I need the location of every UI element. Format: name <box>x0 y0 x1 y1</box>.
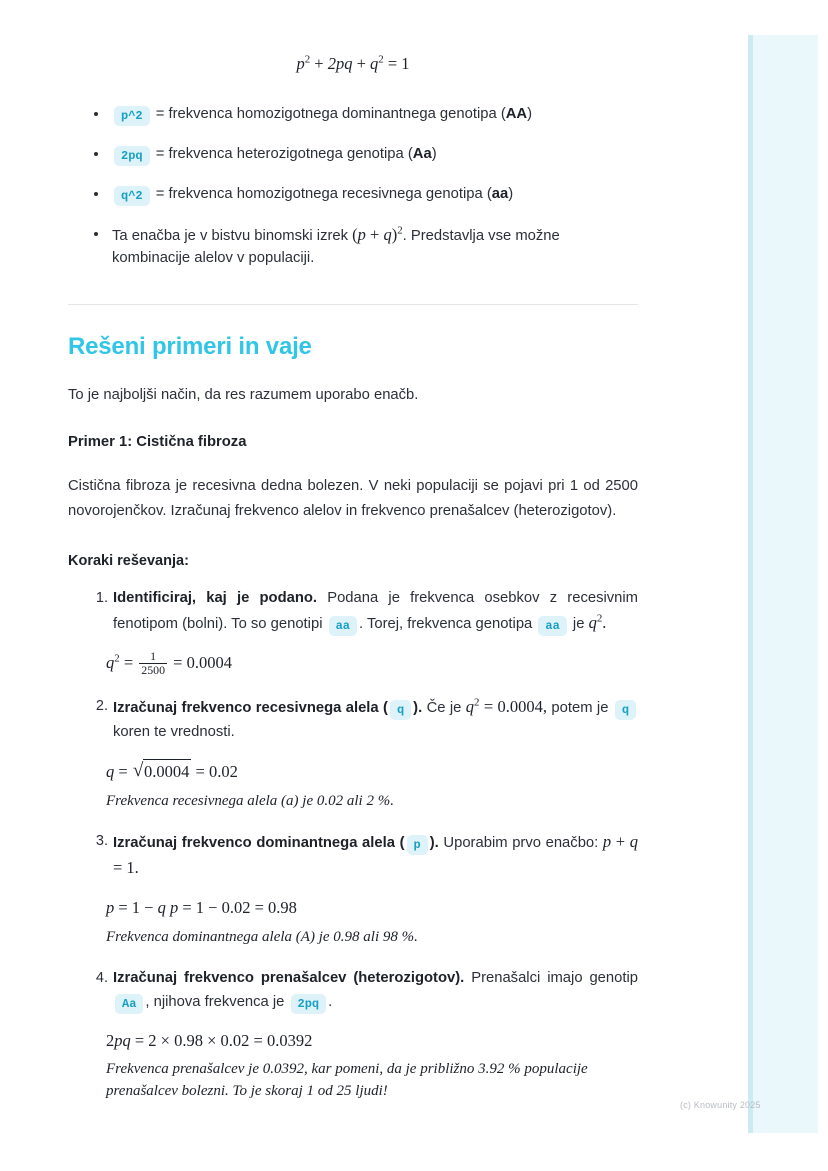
step-2-result: 0.02 <box>208 761 238 781</box>
eq-term-q: q <box>370 54 379 73</box>
list-item-binomial <box>90 223 638 271</box>
step-2-formula-wrap <box>88 759 638 813</box>
step-2-inline-math: $q^2 = 0.0004$, <box>465 696 548 716</box>
paren-close: ) <box>527 105 533 122</box>
code-chip-q-2: q <box>615 700 636 720</box>
solution-steps-list <box>68 587 638 1103</box>
step-3-text-1: Uporabim prvo enačbo: <box>438 835 603 852</box>
example-heading: Primer 1: Cistična fibroza <box>68 433 247 450</box>
steps-heading: Koraki reševanja: <box>68 552 189 569</box>
step-2-formula: q = √ 0.0004 = 0.02 <box>106 759 638 785</box>
square-root-icon <box>133 759 192 785</box>
step-2-note: Frekvenca recesivnega alela (a) je 0.02 ali 2 %. <box>106 792 394 809</box>
page-title: Rešeni primeri in vaje <box>68 333 312 361</box>
step-4-bold-lead: Izračunaj frekvenco prenašalcev (heterozigotov). <box>113 969 465 986</box>
hardy-weinberg-equation <box>68 52 638 77</box>
genotype-label: AA <box>505 105 528 122</box>
list-item <box>88 967 638 1015</box>
eq-p-exponent: 2 <box>304 53 311 66</box>
term-definitions-list <box>68 103 638 271</box>
right-band-edge-stripe <box>748 35 753 1133</box>
list-item <box>90 103 638 126</box>
definition-text: = frekvenca homozigotnega recesivnega genotipa ( <box>151 185 492 202</box>
step-1-text-3: je <box>568 615 589 632</box>
fraction-one-over-2500 <box>139 650 167 676</box>
step-4-text-2: , njihova frekvenca je <box>145 993 289 1010</box>
step-4-text-3: . <box>328 993 333 1010</box>
step-3-formula-wrap <box>88 896 638 949</box>
step-3-bold-close: ). <box>429 835 439 852</box>
code-chip-q2: q^2 <box>114 186 150 206</box>
right-decorative-band <box>748 35 818 1133</box>
code-chip-2pq: 2pq <box>114 146 150 166</box>
step-1-text-1: Podana je frekvenca osebkov z recesivnim fenotipom (bolni). To so genotipi <box>113 589 638 632</box>
step-1-formula: $q^2$ = $\frac{1}{2500}$ = 0.0004 <box>106 649 232 677</box>
code-chip-aa: aa <box>329 616 357 636</box>
genotype-label: aa <box>491 185 509 202</box>
binomial-text-before: Ta enačba je v bistvu binomski izrek <box>112 227 353 244</box>
step-1-formula-wrap <box>88 651 638 677</box>
step-2-text-3: koren te vrednosti. <box>113 723 235 740</box>
copyright-watermark: (c) Knowunity 2025 <box>680 1100 761 1110</box>
section-divider <box>68 304 638 305</box>
list-item <box>88 695 638 745</box>
eq-term-p: p <box>296 54 305 73</box>
code-chip-p2: p^2 <box>114 106 150 126</box>
step-2-bold-close: ). <box>413 699 423 716</box>
step-3-body <box>113 830 638 882</box>
step-4-body <box>113 967 638 1015</box>
list-item <box>90 143 638 166</box>
definition-text: = frekvenca heterozigotnega genotipa ( <box>151 145 413 162</box>
paren-close: ) <box>431 145 437 162</box>
step-3-inline-math: p + q = 1. <box>113 832 639 878</box>
binomial-expression: $(p + q)^2$ <box>352 224 403 244</box>
fraction-denominator: 2500 <box>141 662 165 677</box>
code-chip-p: p <box>407 835 428 855</box>
step-4-text-1: Prenašalci imajo genotip <box>464 969 638 986</box>
code-chip-q: q <box>390 700 411 720</box>
eq-plus-1: + <box>314 54 324 73</box>
step-4-note: Frekvenca prenašalcev je 0.0392, kar pomeni, da je približno 3.92 % populacije prenašalcev bolezni. To je skoraj 1 od 25 ljudi! <box>106 1061 588 1100</box>
step-1-text-2: . Torej, frekvenca genotipa <box>359 615 537 632</box>
step-1-math-tail: $q^2$. <box>588 612 607 632</box>
step-1-bold-lead: Identificiraj, kaj je podano. <box>113 589 318 606</box>
step-3-formula: p = 1 − q p = 1 − 0.02 = 0.98 <box>106 898 297 918</box>
section-lead-text: To je najboljši način, da res razumem uporabo enačb. <box>68 387 419 404</box>
step-3-note: Frekvenca dominantnega alela (A) je 0.98 ali 98 %. <box>106 928 418 945</box>
code-chip-Aa: Aa <box>115 994 143 1014</box>
list-item <box>90 183 638 206</box>
eq-q-exponent: 2 <box>378 53 384 66</box>
step-2-body <box>113 695 638 745</box>
radicand: 0.0004 <box>143 759 191 785</box>
step-4-formula-wrap <box>88 1029 638 1103</box>
step-1-body <box>113 587 638 637</box>
step-2-text-2: potem je <box>547 699 613 716</box>
eq-term-2pq: 2pq <box>327 54 353 73</box>
step-2-text-1: Če je <box>422 699 466 716</box>
list-item <box>88 830 638 882</box>
binomial-text-after: . Predstavlja vse možne kombinacije alelov v populaciji. <box>112 227 560 267</box>
fraction-numerator: 1 <box>150 649 157 664</box>
definition-text: = frekvenca homozigotnega dominantnega genotipa ( <box>151 105 506 122</box>
genotype-label: Aa <box>412 145 432 162</box>
eq-plus-2: + <box>356 54 366 73</box>
step-1-result: 0.0004 <box>186 652 232 672</box>
eq-rhs: 1 <box>401 54 410 73</box>
code-chip-2pq-2: 2pq <box>291 994 327 1014</box>
paren-close: ) <box>508 185 514 202</box>
list-item <box>88 587 638 637</box>
code-chip-aa-2: aa <box>538 616 566 636</box>
eq-equals: = <box>387 54 398 73</box>
step-2-bold-lead: Izračunaj frekvenco recesivnega alela ( <box>113 699 388 716</box>
step-4-formula: 2pq = 2 × 0.98 × 0.02 = 0.0392 <box>106 1030 313 1050</box>
example-paragraph: Cistična fibroza je recesivna dedna bolezen. V neki populaciji se pojavi pri 1 od 2500 novorojenčkov. Izračunaj frekvenco alelov in frekvenco prenašalcev (heterozigotov). <box>68 477 638 520</box>
step-3-bold-lead: Izračunaj frekvenco dominantnega alela ( <box>113 835 405 852</box>
